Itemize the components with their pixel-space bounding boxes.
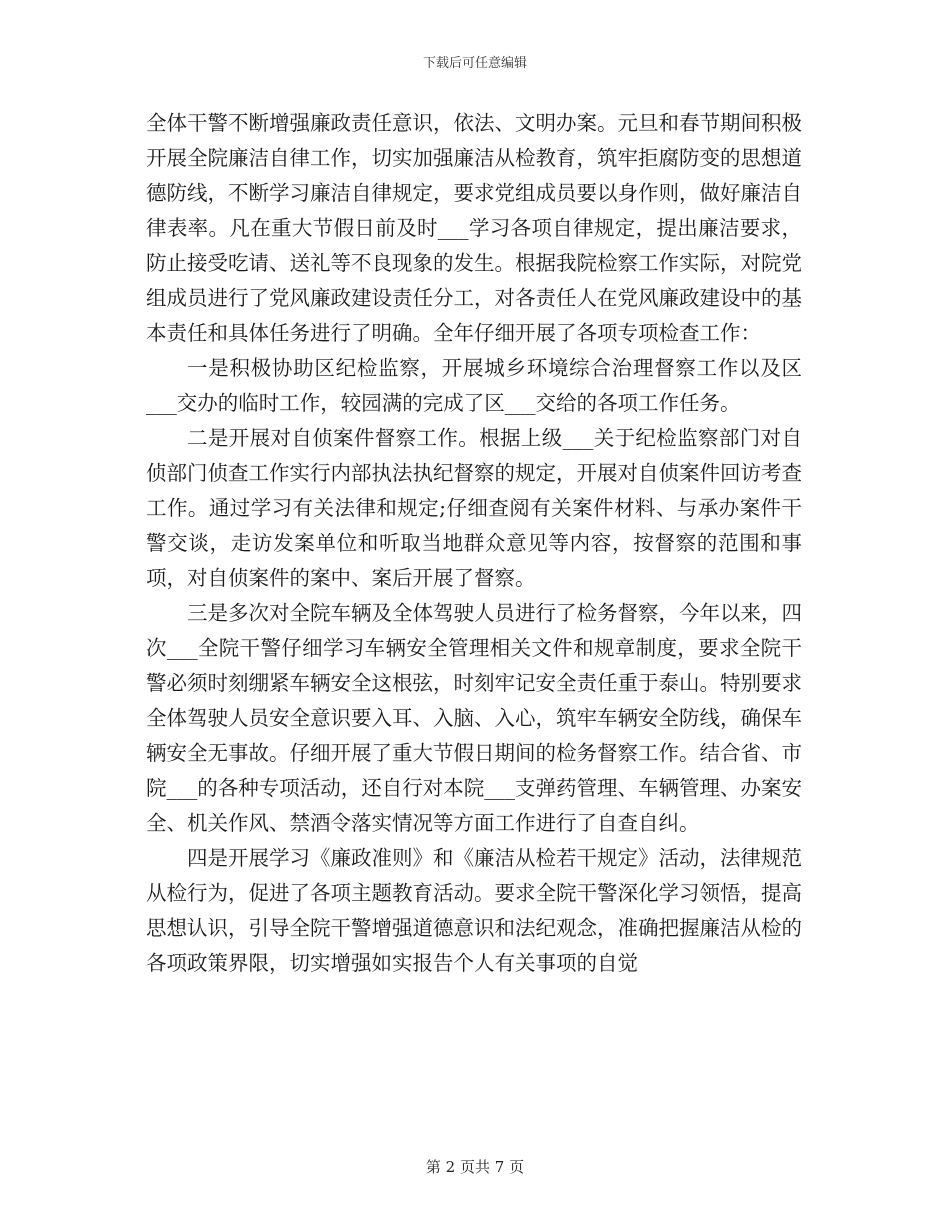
paragraph-1: 全体干警不断增强廉政责任意识，依法、文明办案。元旦和春节期间积极开展全院廉洁自律工作，切实加强廉洁从检教育，筑牢拒腐防变的思想道德防线，不断学习廉洁自律规定，要求党组成员要以身作则，做好廉洁自律表率。凡在重大节假日前及时___学习各项自律规定，提出廉洁要求，防止接受吃请、送礼等不良现象的发生。根据我院检察工作实际，对院党组成员进行了党风廉政建设责任分工，对各责任人在党风廉政建设中的基本责任和具体任务进行了明确。全年仔细开展了各项专项检查工作： [146,111,802,345]
page-number: 第 2 页共 7 页 [425,1158,525,1176]
paragraph-4: 三是多次对全院车辆及全体驾驶人员进行了检务督察，今年以来，四次___全院干警仔细学习车辆安全管理相关文件和规章制度，要求全院干警必须时刻绷紧车辆安全这根弦，时刻牢记安全责任重于泰山。特别要求全体驾驶人员安全意识要入耳、入脑、入心，筑牢车辆安全防线，确保车辆安全无事故。仔细开展了重大节假日期间的检务督察工作。结合省、市院___的各种专项活动，还自行对本院___支弹药管理、车辆管理、办案安全、机关作风、禁酒令落实情况等方面工作进行了自查自纠。 [146,601,802,835]
paragraph-3: 二是开展对自侦案件督察工作。根据上级___关于纪检监察部门对自侦部门侦查工作实行内部执法执纪督察的规定，开展对自侦案件回访考查工作。通过学习有关法律和规定;仔细查阅有关案件材料、与承办案件干警交谈，走访发案单位和听取当地群众意见等内容，按督察的范围和事项，对自侦案件的案中、案后开展了督察。 [146,426,802,590]
document-body [146,106,802,981]
paragraph-2: 一是积极协助区纪检监察，开展城乡环境综合治理督察工作以及区___交办的临时工作，较园满的完成了区___交给的各项工作任务。 [146,356,802,415]
page-header: 下载后可任意编辑 [422,56,527,71]
paragraph-5: 四是开展学习《廉政准则》和《廉洁从检若干规定》活动，法律规范从检行为，促进了各项主题教育活动。要求全院干警深化学习领悟，提高思想认识，引导全院干警增强道德意识和法纪观念，准确把握廉洁从检的各项政策界限，切实增强如实报告个人有关事项的自觉 [146,846,802,975]
